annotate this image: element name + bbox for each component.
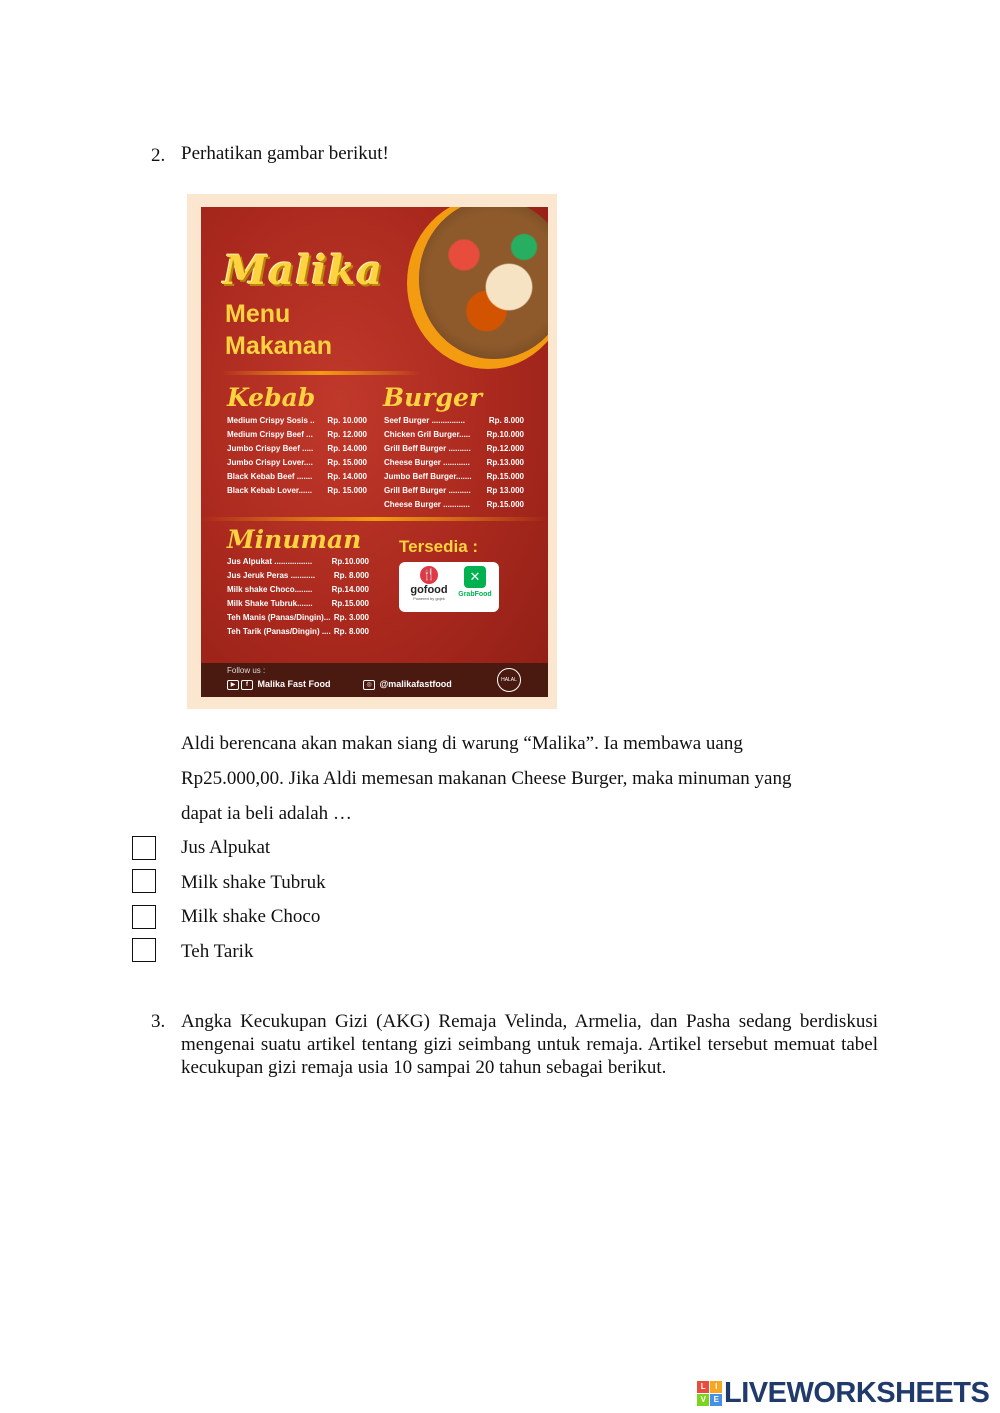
instagram-icon: ◎ bbox=[363, 680, 375, 690]
minuman-item bbox=[227, 597, 369, 611]
poster-subtitle-2: Makanan bbox=[225, 332, 332, 360]
burger-item-price: Rp.10.000 bbox=[486, 430, 524, 439]
question-2-line-3: dapat ia beli adalah … bbox=[181, 803, 352, 824]
kebab-item-price: Rp. 12.000 bbox=[327, 430, 367, 439]
minuman-item-name: Milk shake Choco........ bbox=[227, 585, 313, 594]
minuman-item bbox=[227, 555, 369, 569]
kebab-item bbox=[227, 428, 367, 442]
minuman-item-price: Rp. 8.000 bbox=[333, 627, 369, 636]
liveworksheets-logo: L I V E LIVEWORKSHEETS bbox=[697, 1378, 989, 1408]
burger-item-name: Cheese Burger ............ bbox=[384, 458, 470, 467]
option-checkbox-3[interactable] bbox=[132, 905, 156, 929]
kebab-item bbox=[227, 456, 367, 470]
burger-item-price: Rp.15.000 bbox=[486, 500, 524, 509]
minuman-item-price: Rp.10.000 bbox=[331, 557, 369, 566]
minuman-item-price: Rp.15.000 bbox=[331, 599, 369, 608]
minuman-list bbox=[227, 555, 369, 639]
kebab-item bbox=[227, 484, 367, 498]
kebab-item-name: Medium Crispy Sosis .. bbox=[227, 416, 315, 425]
kebab-item bbox=[227, 414, 367, 428]
burger-item bbox=[384, 498, 524, 512]
kebab-item-name: Jumbo Crispy Lover.... bbox=[227, 458, 313, 467]
minuman-item bbox=[227, 583, 369, 597]
poster-brand: Malika bbox=[223, 247, 384, 294]
option-label-2: Milk shake Tubruk bbox=[181, 872, 326, 893]
burger-item-name: Grill Beff Burger .......... bbox=[384, 486, 471, 495]
burger-item-name: Jumbo Beff Burger....... bbox=[384, 472, 472, 481]
tersedia-label: Tersedia : bbox=[399, 537, 479, 556]
kebab-photo bbox=[419, 207, 548, 359]
divider bbox=[221, 371, 421, 375]
minuman-title: Minuman bbox=[227, 525, 362, 554]
burger-item-name: Cheese Burger ............ bbox=[384, 500, 470, 509]
option-label-1: Jus Alpukat bbox=[181, 837, 271, 858]
minuman-item bbox=[227, 625, 369, 639]
burger-item bbox=[384, 428, 524, 442]
facebook-handle: ▶ f Malika Fast Food bbox=[227, 679, 331, 690]
kebab-title: Kebab bbox=[227, 383, 316, 412]
burger-item bbox=[384, 414, 524, 428]
grabfood-logo: ✕ GrabFood bbox=[455, 566, 495, 602]
minuman-item-name: Jus Alpukat ................. bbox=[227, 557, 313, 566]
burger-item bbox=[384, 442, 524, 456]
question-2-line-1: Aldi berencana akan makan siang di warung “Malika”. Ia membawa uang bbox=[181, 733, 743, 754]
kebab-item-name: Black Kebab Lover...... bbox=[227, 486, 312, 495]
follow-label: Follow us : bbox=[227, 666, 266, 675]
gofood-logo: 🍴 gofood Powered by gojek bbox=[407, 566, 451, 601]
kebab-item bbox=[227, 442, 367, 456]
minuman-item-name: Jus Jeruk Peras ........... bbox=[227, 571, 316, 580]
burger-item-name: Grill Beff Burger .......... bbox=[384, 444, 471, 453]
option-checkbox-1[interactable] bbox=[132, 836, 156, 860]
minuman-item-name: Teh Manis (Panas/Dingin)... bbox=[227, 613, 331, 622]
question-2-prompt: Perhatikan gambar berikut! bbox=[181, 143, 389, 164]
kebab-item-name: Black Kebab Beef ....... bbox=[227, 472, 313, 481]
menu-poster bbox=[201, 207, 548, 697]
gofood-icon: 🍴 bbox=[420, 566, 438, 584]
kebab-item-name: Jumbo Crispy Beef ..... bbox=[227, 444, 314, 453]
burger-item-name: Seef Burger ............... bbox=[384, 416, 465, 425]
poster-subtitle-1: Menu bbox=[225, 300, 291, 328]
instagram-handle: ◎ @malikafastfood bbox=[363, 679, 452, 690]
minuman-item bbox=[227, 611, 369, 625]
option-checkbox-4[interactable] bbox=[132, 938, 156, 962]
burger-item-price: Rp.15.000 bbox=[486, 472, 524, 481]
option-checkbox-2[interactable] bbox=[132, 869, 156, 893]
kebab-item-price: Rp. 14.000 bbox=[327, 472, 367, 481]
burger-item-name: Chicken Gril Burger..... bbox=[384, 430, 471, 439]
question-2-number: 2. bbox=[151, 145, 166, 166]
burger-title: Burger bbox=[383, 383, 483, 412]
grabfood-icon: ✕ bbox=[464, 566, 486, 588]
kebab-item-price: Rp. 10.000 bbox=[327, 416, 367, 425]
burger-item bbox=[384, 470, 524, 484]
divider bbox=[201, 517, 548, 521]
poster-footer bbox=[201, 663, 548, 697]
option-label-3: Milk shake Choco bbox=[181, 906, 321, 927]
kebab-item bbox=[227, 470, 367, 484]
burger-item-price: Rp 13.000 bbox=[486, 486, 524, 495]
minuman-item-price: Rp. 3.000 bbox=[333, 613, 369, 622]
burger-item bbox=[384, 456, 524, 470]
burger-list bbox=[384, 414, 524, 512]
kebab-item-price: Rp. 15.000 bbox=[327, 458, 367, 467]
kebab-item-price: Rp. 15.000 bbox=[327, 486, 367, 495]
minuman-item-name: Milk Shake Tubruk....... bbox=[227, 599, 313, 608]
burger-item-price: Rp.12.000 bbox=[486, 444, 524, 453]
option-label-4: Teh Tarik bbox=[181, 941, 254, 962]
minuman-item-name: Teh Tarik (Panas/Dingin) .... bbox=[227, 627, 331, 636]
question-2-line-2: Rp25.000,00. Jika Aldi memesan makanan Cheese Burger, maka minuman yang bbox=[181, 768, 792, 789]
kebab-item-price: Rp. 14.000 bbox=[327, 444, 367, 453]
kebab-item-name: Medium Crispy Beef ... bbox=[227, 430, 313, 439]
facebook-icon: f bbox=[241, 680, 253, 690]
burger-item-price: Rp. 8.000 bbox=[488, 416, 524, 425]
delivery-apps bbox=[399, 562, 499, 612]
burger-item bbox=[384, 484, 524, 498]
kebab-list bbox=[227, 414, 367, 498]
minuman-item-price: Rp. 8.000 bbox=[333, 571, 369, 580]
liveworksheets-grid-icon: L I V E bbox=[697, 1381, 722, 1406]
youtube-icon: ▶ bbox=[227, 680, 239, 690]
minuman-item bbox=[227, 569, 369, 583]
question-3-text: Angka Kecukupan Gizi (AKG) Remaja Velinda, Armelia, dan Pasha sedang berdiskusi mengenai suatu artikel tentang gizi seimbang untuk remaja. Artikel tersebut memuat tabel kecukupan gizi remaja usia 10 sampai 20 tahun sebagai berikut. bbox=[181, 1011, 878, 1078]
halal-logo: HALAL bbox=[497, 668, 521, 692]
burger-item-price: Rp.13.000 bbox=[486, 458, 524, 467]
question-3-number: 3. bbox=[151, 1011, 166, 1032]
minuman-item-price: Rp.14.000 bbox=[331, 585, 369, 594]
